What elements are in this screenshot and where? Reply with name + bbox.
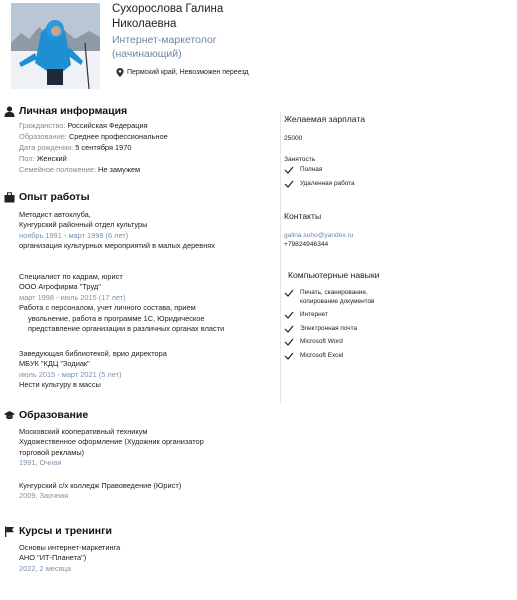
education-line: Художественное оформление (Художник организатор (19, 437, 204, 447)
education-line: Московский кооперативный техникум (19, 427, 148, 436)
job-period: июль 2015 - март 2021 (5 лет) (19, 369, 122, 379)
job-period: ноябрь 1991 - март 1998 (6 лет) (19, 230, 129, 240)
contact-phone: +79824946344 (284, 241, 329, 248)
skill-item: Печать, сканирование, копирование документов (284, 289, 374, 306)
education-meta: 2009, Заочная (19, 491, 69, 501)
skill-item: Электронная почта (284, 325, 357, 334)
skill-item: Microsoft Word (284, 338, 343, 347)
checkmark-icon (284, 311, 294, 319)
course-line: Основы интернет-маркетинга (19, 543, 121, 552)
marital-status-row: Семейное положение: Не замужем (19, 165, 141, 174)
course-line: АНО "ИТ-Планета") (19, 553, 87, 563)
checkmark-icon (284, 338, 294, 346)
job-position: Заведующая библиотекой, врио директора (19, 349, 167, 358)
course-meta: 2022, 2 месяца (19, 563, 71, 573)
job-duties-line: Работа с персоналом, учет личного состава, прием (19, 303, 196, 313)
employment-label: Занятость (284, 156, 316, 163)
checkmark-icon (284, 352, 294, 360)
education-item-1 (19, 427, 204, 469)
education-level-row: Образование: Среднее профессиональное (19, 132, 168, 141)
candidate-name (112, 2, 302, 32)
skill-item: Интернет (284, 311, 328, 320)
flag-icon (4, 526, 15, 537)
role-line-2: (начинающий) (112, 48, 182, 60)
job-duties-line: Нести культуру в массы (19, 380, 101, 390)
education-meta: 1991, Очная (19, 458, 62, 468)
job-2 (19, 272, 224, 334)
person-icon (4, 106, 15, 117)
job-duties-line: организация культурных мероприятий в малых деревнях (19, 241, 215, 251)
contact-email[interactable]: galina.suho@yandex.ru (284, 232, 354, 239)
graduation-cap-icon (4, 410, 15, 421)
right-column-divider (280, 112, 281, 404)
location-pin-icon (116, 68, 124, 77)
job-3 (19, 349, 167, 391)
citizenship-row: Гражданство: Российская Федерация (19, 121, 148, 130)
briefcase-icon (4, 192, 15, 203)
location (116, 68, 249, 77)
desired-position (112, 33, 312, 61)
job-position: Методист автоклуба, (19, 210, 91, 219)
profile-photo (11, 3, 100, 89)
section-experience-title: Опыт работы (4, 191, 90, 203)
role-line-1: Интернет-маркетолог (112, 34, 217, 46)
salary-title: Желаемая зарплата (284, 114, 366, 124)
name-line-2: Николаевна (112, 18, 177, 30)
contacts-title: Контакты (284, 211, 322, 221)
education-line: Кунгурский с/х колледж Правоведение (Юрист) (19, 481, 182, 490)
name-line-1: Сухорослова Галина (112, 3, 224, 15)
salary-amount: 25000 (284, 135, 303, 142)
skill-item: Microsoft Excel (284, 352, 343, 361)
checkmark-icon (284, 325, 294, 333)
employment-item: Удаленная работа (284, 180, 355, 189)
job-duties-line: представление организации в различных органах власти (28, 324, 225, 334)
education-line: торговой рекламы) (19, 447, 85, 457)
job-duties-line: увольнение, работа в программе 1С, Юридическое (28, 313, 205, 323)
skills-title: Компьютерные навыки (288, 270, 380, 280)
job-period: март 1998 - июль 2015 (17 лет) (19, 292, 126, 302)
section-education-title: Образование (4, 409, 88, 421)
gender-row: Пол: Женский (19, 154, 67, 163)
birth-date-row: Дата рождения: 5 сентября 1970 (19, 143, 132, 152)
job-company: МБУК "КДЦ "Зодиак" (19, 359, 90, 369)
job-company: ООО Агрофирма "Труд" (19, 282, 101, 292)
job-position: Специалист по кадрам, юрист (19, 272, 123, 281)
job-company: Кунгурский районный отдел культуры (19, 220, 148, 230)
job-1 (19, 210, 215, 252)
checkmark-icon (284, 166, 294, 174)
section-courses-title: Курсы и тренинги (4, 525, 112, 537)
section-personal-title: Личная информация (4, 105, 127, 117)
employment-item: Полная (284, 166, 322, 175)
location-text: Пермский край, Невозможен переезд (127, 69, 249, 76)
checkmark-icon (284, 180, 294, 188)
course-item-1 (19, 543, 120, 574)
education-item-2 (19, 481, 181, 502)
checkmark-icon (284, 289, 294, 297)
salary-section (284, 114, 365, 124)
